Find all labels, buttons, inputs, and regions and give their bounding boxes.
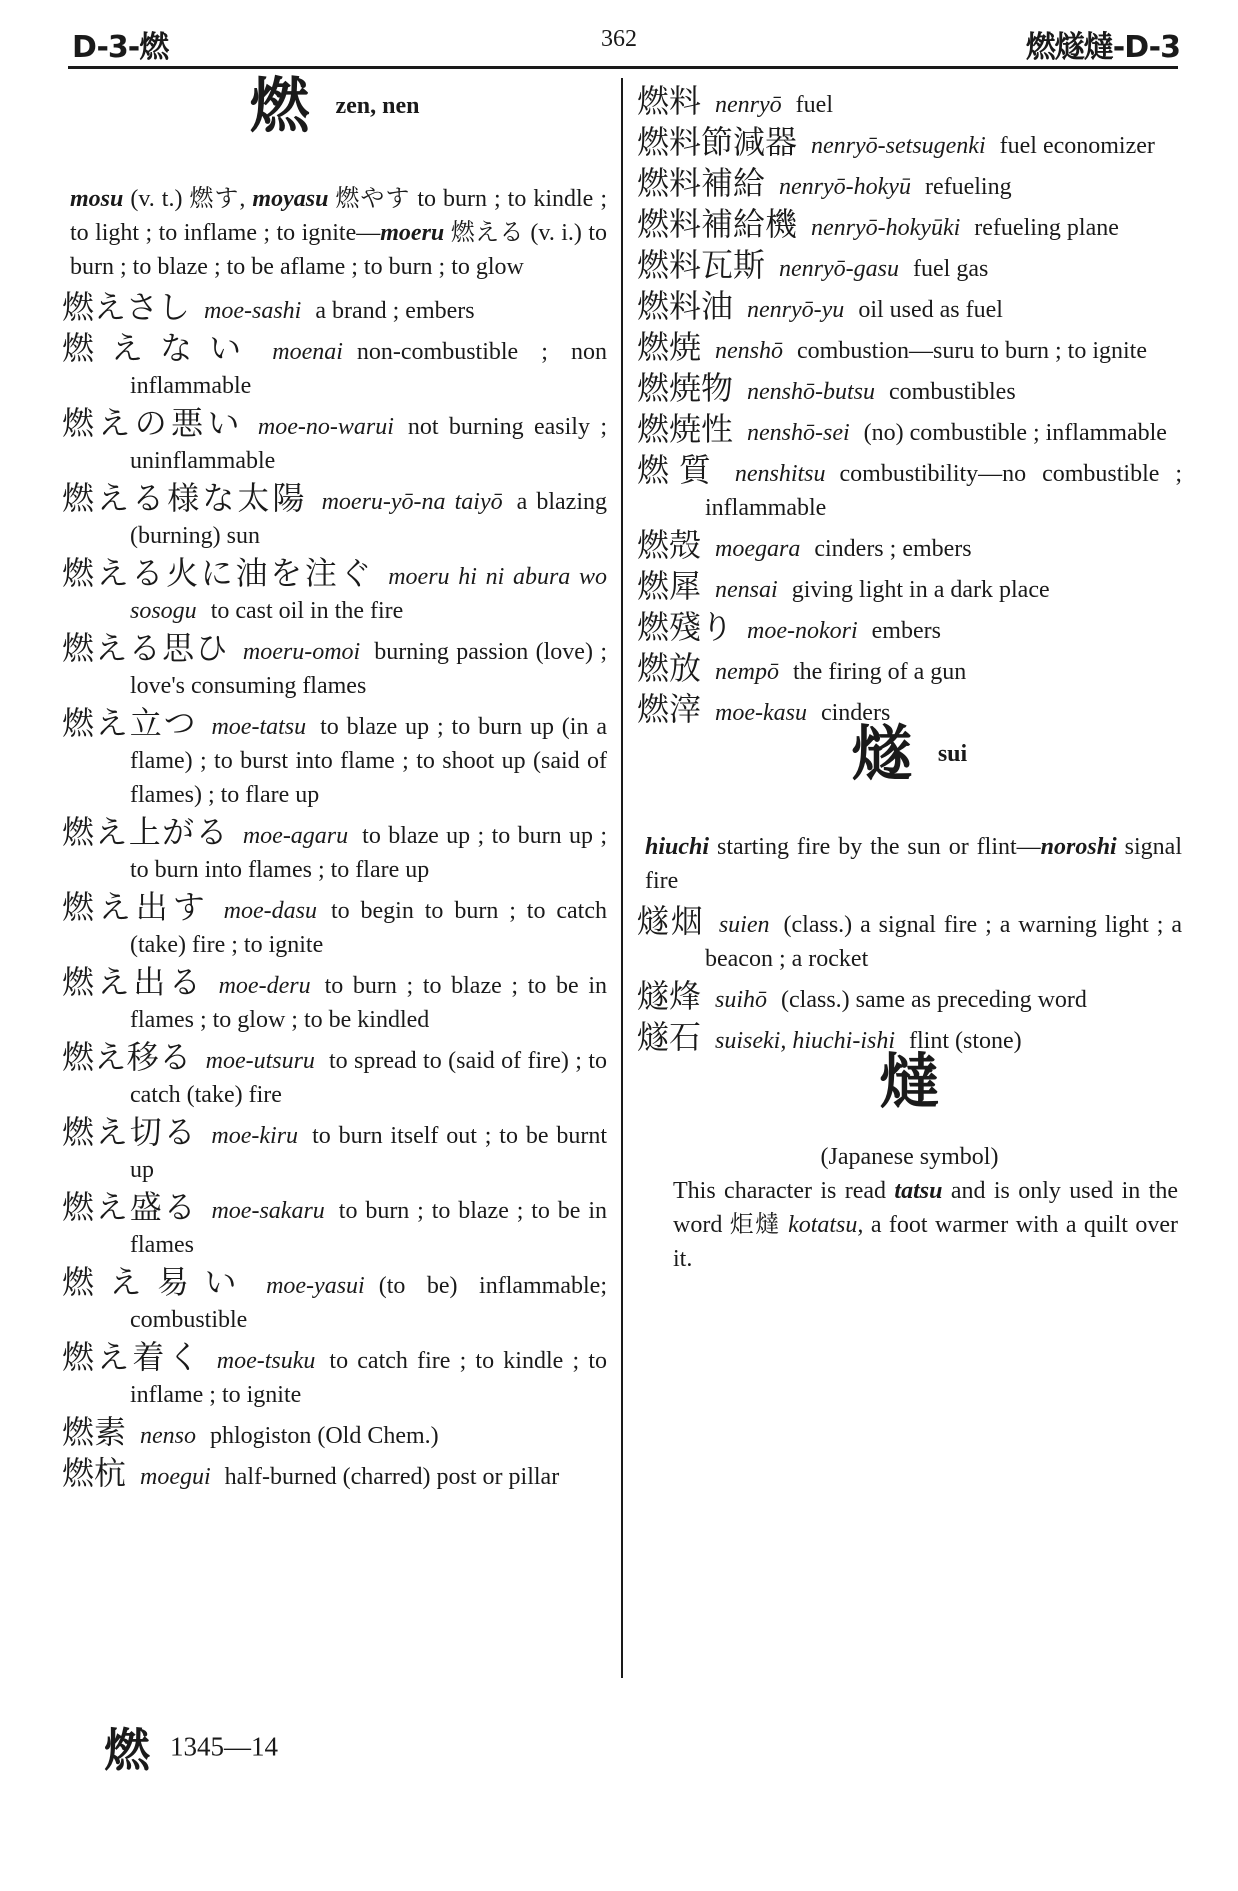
entry-headword: 燃犀: [637, 567, 702, 605]
heading-kanji: 燃: [249, 71, 310, 142]
entry-romaji: moe-no-warui: [257, 414, 394, 440]
dictionary-entry: [637, 528, 1182, 566]
entry-headword: 燃杭: [62, 1454, 127, 1492]
dictionary-entry: [637, 207, 1182, 245]
dictionary-entry: [62, 331, 607, 403]
entry-definition: fuel economizer: [999, 133, 1155, 159]
entry-definition: flint (stone): [909, 1028, 1022, 1054]
entry-definition: to blaze up ; to burn up (in a flame) ; to burst into flame ; to shoot up (said of flames) ; to flare up: [130, 714, 607, 808]
column-divider: [621, 78, 623, 1678]
intro-text: (v. t.) 燃す,: [123, 186, 253, 212]
entry-romaji: nenryō-gasu: [779, 256, 899, 282]
entry-definition: combustibles: [889, 379, 1016, 405]
footer-kanji: 燃: [104, 1723, 150, 1777]
entry-romaji: moe-deru: [218, 973, 311, 999]
entry-romaji: moegara: [715, 536, 801, 562]
entry-definition: embers: [871, 618, 941, 644]
entry-headword: 燧烟: [637, 902, 705, 940]
entry-definition: to catch fire ; to kindle ; to inflame ; to ignite: [130, 1348, 607, 1408]
entry-definition: to spread to (said of fire) ; to catch (take) fire: [130, 1048, 607, 1108]
note-word: tatsu: [894, 1178, 943, 1204]
entry-headword: 燃料節減器: [637, 123, 798, 161]
entry-romaji: nenryō-setsugenki: [811, 133, 986, 159]
entry-definition: burning passion (love) ; love's consuming flames: [130, 639, 607, 699]
entry-definition: combustibility—no combustible ; inflammable: [705, 461, 1182, 521]
entry-headword: 燃え易い: [62, 1263, 253, 1301]
entry-definition: fuel: [795, 92, 833, 118]
entry-headword: 燃える火に油を注ぐ: [62, 554, 375, 592]
entry-headword: 燧烽: [637, 977, 702, 1015]
entry-romaji: moe-sashi: [204, 298, 302, 324]
header-rule: [68, 66, 1178, 69]
note-text: This character is read: [673, 1178, 895, 1204]
entry-definition: oil used as fuel: [858, 297, 1003, 323]
dictionary-entry: [637, 248, 1182, 286]
dictionary-entry: [62, 1340, 607, 1412]
page-number: 362: [601, 26, 637, 52]
entry-headword: 燃えない: [62, 329, 259, 367]
entry-definition: refueling plane: [974, 215, 1119, 241]
intro-word: hiuchi: [645, 834, 710, 860]
dictionary-entry: [637, 330, 1182, 368]
intro-text: signal fire: [645, 834, 1183, 894]
intro-text: 燃やす to burn ; to kindle ; to light ; to inflame ; to ignite—: [70, 186, 607, 246]
dictionary-entry: [62, 290, 607, 328]
running-head-left: D-3-燃: [72, 30, 169, 65]
footer-ref-number: 1345—14: [170, 1731, 278, 1762]
dictionary-entry: [637, 904, 1182, 976]
dictionary-entry: [62, 1190, 607, 1262]
intro-word: moyasu: [252, 186, 329, 212]
dictionary-entry: [637, 371, 1182, 409]
entry-romaji: moe-tatsu: [211, 714, 307, 740]
entry-definition: (class.) a signal fire ; a warning light ; a beacon ; a rocket: [705, 912, 1182, 972]
entry-definition: cinders ; embers: [814, 536, 972, 562]
entry-definition: cinders: [820, 700, 891, 726]
entry-definition: to burn itself out ; to be burnt up: [130, 1123, 607, 1183]
entry-headword: 燃料補給機: [637, 205, 798, 243]
dictionary-entry: [637, 453, 1182, 525]
intro-word: mosu: [70, 186, 124, 212]
heading-reading: sui: [937, 741, 968, 768]
intro-word: noroshi: [1040, 834, 1117, 860]
entry-romaji: moe-kiru: [211, 1123, 299, 1149]
entry-headword: 燃料油: [637, 287, 734, 325]
definition-intro: [637, 830, 1182, 898]
entry-definition: (to be) inflammable; combustible: [130, 1273, 607, 1333]
entry-romaji: moe-agaru: [242, 823, 349, 849]
dictionary-entry: [637, 412, 1182, 450]
dictionary-entry: [62, 1115, 607, 1187]
entry-list: [637, 904, 1182, 1058]
entry-headword: 燃質: [637, 451, 721, 489]
note-text: a foot warmer with a quilt over it.: [673, 1212, 1178, 1272]
kanji-heading: [637, 1047, 1182, 1134]
dictionary-entry: [62, 1265, 607, 1337]
entry-definition: a blazing (burning) sun: [130, 489, 607, 549]
dictionary-entry: [62, 965, 607, 1037]
entry-definition: not burning easily ; uninflammable: [130, 414, 607, 474]
dictionary-entry: [637, 125, 1182, 163]
entry-headword: 燃えさし: [62, 288, 191, 326]
entry-definition: (class.) same as preceding word: [781, 987, 1087, 1013]
entry-definition: the firing of a gun: [793, 659, 967, 685]
dictionary-entry: [62, 706, 607, 812]
kanji-heading: [62, 71, 607, 176]
dictionary-entry: [62, 1415, 607, 1453]
entry-romaji: moe-tsuku: [216, 1348, 316, 1374]
entry-romaji: moe-dasu: [223, 898, 317, 924]
entry-romaji: nenryō-hokyū: [779, 174, 911, 200]
entry-romaji: nenryō: [715, 92, 782, 118]
heading-reading: zen, nen: [335, 93, 420, 120]
dictionary-entry: [637, 651, 1182, 689]
entry-headword: 燃殻: [637, 526, 702, 564]
entry-romaji: nensai: [715, 577, 778, 603]
definition-intro: [62, 182, 607, 284]
entry-headword: 燃料瓦斯: [637, 246, 766, 284]
entry-romaji: nempō: [715, 659, 779, 685]
dictionary-entry: [62, 1456, 607, 1494]
entry-romaji: moe-sakaru: [211, 1198, 325, 1224]
kanji-heading: [637, 719, 1182, 824]
entry-romaji: moe-utsuru: [205, 1048, 315, 1074]
entry-headword: 燃料補給: [637, 164, 766, 202]
entry-romaji: suien: [718, 912, 770, 938]
entry-romaji: moeru-omoi: [242, 639, 361, 665]
entry-headword: 燃え出す: [62, 888, 210, 926]
entry-definition: to burn ; to blaze ; to be in flames ; to glow ; to be kindled: [130, 973, 607, 1033]
dictionary-entry: [62, 556, 607, 628]
footer-reference: [104, 1714, 278, 1780]
entry-romaji: nenshō-sei: [747, 420, 850, 446]
entry-romaji: moe-nokori: [747, 618, 858, 644]
dictionary-entry: [637, 610, 1182, 648]
entry-headword: 燃料: [637, 82, 702, 120]
dictionary-entry: [637, 166, 1182, 204]
dictionary-entry: [637, 569, 1182, 607]
entry-romaji: moe-kasu: [715, 700, 807, 726]
entry-definition: combustion—suru to burn ; to ignite: [797, 338, 1147, 364]
entry-headword: 燃焼性: [637, 410, 734, 448]
usage-note: [637, 1174, 1182, 1276]
entry-romaji: suiseki, hiuchi-ishi: [715, 1028, 895, 1054]
dictionary-entry: [62, 631, 607, 703]
note-word: kotatsu,: [788, 1212, 864, 1238]
note-title: (Japanese symbol): [820, 1144, 999, 1170]
dictionary-entry: [637, 289, 1182, 327]
page-header: [0, 0, 1238, 72]
entry-romaji: suihō: [715, 987, 768, 1013]
entry-definition: phlogiston (Old Chem.): [210, 1423, 439, 1449]
entry-definition: (no) combustible ; inflammable: [863, 420, 1167, 446]
entry-definition: to blaze up ; to burn up ; to burn into flames ; to flare up: [130, 823, 607, 883]
entry-definition: a brand ; embers: [315, 298, 475, 324]
entry-romaji: moe-yasui: [266, 1273, 365, 1299]
entry-romaji: nenshō-butsu: [747, 379, 876, 405]
note-text: and is only used in the word 炬燵: [673, 1178, 1179, 1238]
dictionary-entry: [62, 481, 607, 553]
intro-word: moeru: [380, 220, 445, 246]
entry-headword: 燃え盛る: [62, 1188, 198, 1226]
entry-definition: giving light in a dark place: [791, 577, 1050, 603]
right-column: [637, 82, 1182, 1276]
dictionary-entry: [637, 84, 1182, 122]
entry-romaji: moegui: [140, 1464, 211, 1490]
entry-definition: half-burned (charred) post or pillar: [224, 1464, 560, 1490]
running-head-right: 燃燧燵-D-3: [1025, 30, 1180, 65]
entry-headword: 燃焼: [637, 328, 702, 366]
entry-romaji: nenryō-yu: [747, 297, 845, 323]
entry-headword: 燃えの悪い: [62, 404, 244, 442]
entry-definition: to burn ; to blaze ; to be in flames: [130, 1198, 607, 1258]
entry-romaji: nenshitsu: [734, 461, 826, 487]
entry-headword: 燃焼物: [637, 369, 734, 407]
entry-romaji: moeru-yō-na taiyō: [321, 489, 503, 515]
entry-definition: to begin to burn ; to catch (take) fire ; to ignite: [130, 898, 607, 958]
entry-headword: 燃え移る: [62, 1038, 192, 1076]
entry-headword: 燧石: [637, 1018, 702, 1056]
entry-headword: 燃え切る: [62, 1113, 198, 1151]
entry-headword: 燃放: [637, 649, 702, 687]
dictionary-entry: [637, 979, 1182, 1017]
entry-headword: 燃える様な太陽: [62, 479, 308, 517]
entry-headword: 燃え立つ: [62, 704, 198, 742]
entry-headword: 燃え上がる: [62, 813, 229, 851]
heading-kanji: 燵: [879, 1047, 940, 1118]
dictionary-entry: [62, 815, 607, 887]
entry-romaji: nenso: [140, 1423, 197, 1449]
entry-definition: fuel gas: [913, 256, 989, 282]
intro-text: starting fire by the sun or flint—: [709, 834, 1041, 860]
entry-headword: 燃滓: [637, 690, 702, 728]
dictionary-entry: [62, 890, 607, 962]
entry-definition: to cast oil in the fire: [210, 598, 404, 624]
entry-headword: 燃素: [62, 1413, 127, 1451]
dictionary-entry: [62, 406, 607, 478]
intro-text: 燃える (v. i.) to burn ; to blaze ; to be aflame ; to burn ; to glow: [70, 220, 607, 280]
entry-romaji: moeru hi ni abura wo sosogu: [130, 564, 607, 624]
entry-headword: 燃殘り: [637, 608, 734, 646]
entry-romaji: moenai: [272, 339, 343, 365]
entry-romaji: nenryō-hokyūki: [811, 215, 961, 241]
dictionary-entry: [62, 1040, 607, 1112]
left-column: [62, 71, 607, 1497]
entry-headword: 燃え着く: [62, 1338, 203, 1376]
entry-headword: 燃え出る: [62, 963, 205, 1001]
entry-list: [62, 290, 607, 1494]
heading-kanji: 燧: [851, 719, 912, 790]
entry-definition: non-combustible ; non inflammable: [130, 339, 607, 399]
entry-definition: refueling: [924, 174, 1012, 200]
entry-list: [637, 84, 1182, 730]
entry-headword: 燃える思ひ: [62, 629, 229, 667]
entry-romaji: nenshō: [715, 338, 784, 364]
